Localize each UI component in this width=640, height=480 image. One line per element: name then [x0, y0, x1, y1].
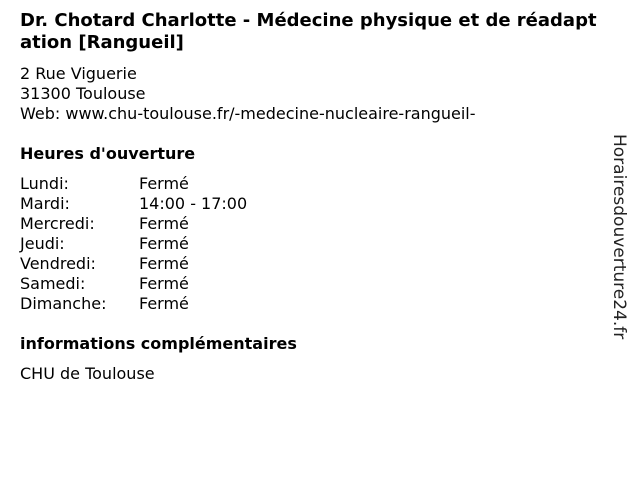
day-label: Jeudi: [20, 234, 65, 253]
site-watermark: Horairesdouverture24.fr [609, 134, 629, 340]
day-hours: Fermé [139, 214, 189, 233]
address-city: 31300 Toulouse [20, 84, 146, 103]
day-hours: Fermé [139, 174, 189, 193]
day-hours: Fermé [139, 294, 189, 313]
day-label: Dimanche: [20, 294, 107, 313]
additional-info-heading: informations complémentaires [20, 334, 297, 353]
additional-info-text: CHU de Toulouse [20, 364, 155, 383]
address-street: 2 Rue Viguerie [20, 64, 137, 83]
day-hours: Fermé [139, 274, 189, 293]
opening-hours-heading: Heures d'ouverture [20, 144, 196, 163]
day-hours: Fermé [139, 254, 189, 273]
day-label: Samedi: [20, 274, 86, 293]
day-label: Mercredi: [20, 214, 95, 233]
page-title: Dr. Chotard Charlotte - Médecine physique et de réadaptation [Rangueil] [20, 10, 597, 53]
day-hours: 14:00 - 17:00 [139, 194, 248, 213]
website-link[interactable]: Web: www.chu-toulouse.fr/-medecine-nucleaire-rangueil- [20, 104, 476, 123]
day-label: Vendredi: [20, 254, 96, 273]
day-label: Mardi: [20, 194, 70, 213]
day-hours: Fermé [139, 234, 189, 253]
day-label: Lundi: [20, 174, 69, 193]
